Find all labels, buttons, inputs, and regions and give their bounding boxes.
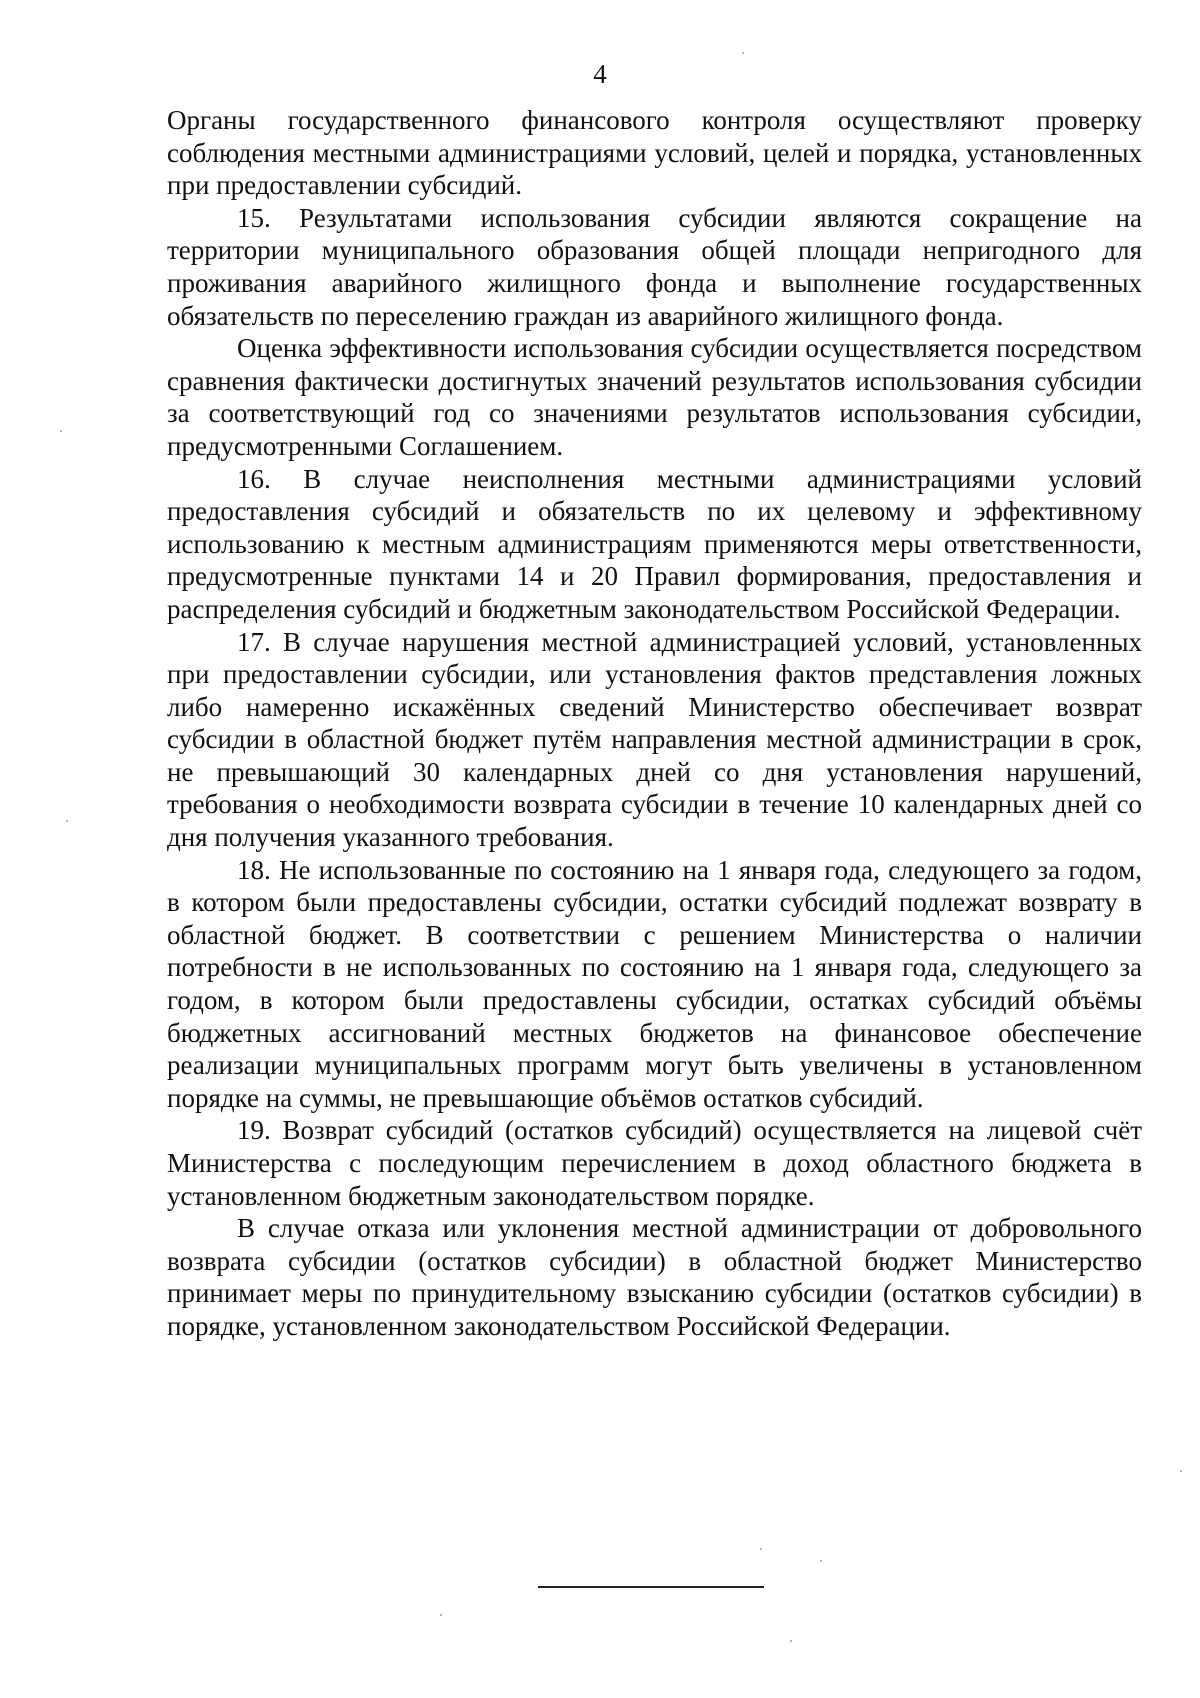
paragraph-18: 18. Не использованные по состоянию на 1 января года, следующего за годом, в котором были предоставлены субсидии, остатки субсидий подлежат возврату в областной бюджет. В соответствии с решением Министерства о наличии потребности в не использованных по состоянию на 1 января года, следующего за годом, в котором были предоставлены субсидии, остатках субсидий объёмы бюджетных ассигнований местных бюджетов на финансовое обеспечение реализации муниципальных программ могут быть увеличены в установленном порядке на суммы, не превышающие объёмов остатков субсидий. bbox=[167, 854, 1142, 1113]
scan-speck bbox=[440, 1614, 442, 1616]
paragraph-15-evaluation: Оценка эффективности использования субсидии осуществляется посредством сравнения фактически достигнутых значений результатов использования субсидии за соответствующий год со значениями результатов использования субсидии, предусмотренными Соглашением. bbox=[167, 333, 1142, 461]
scan-speck bbox=[60, 430, 62, 432]
paragraph-17: 17. В случае нарушения местной администрацией условий, установленных при предоставлении субсидии, или установления фактов представления ложных либо намеренно искажённых сведений Министерство обеспечивает возврат субсидии в областной бюджет путём направления местной администрации в срок, не превышающий 30 календарных дней со дня установления нарушений, требования о необходимости возврата субсидии в течение 10 календарных дней со дня получения указанного требования. bbox=[167, 626, 1142, 853]
end-of-document-rule bbox=[538, 1586, 764, 1588]
scan-speck bbox=[790, 1640, 792, 1642]
paragraph-19-refusal: В случае отказа или уклонения местной администрации от добровольного возврата субсидии (остатков субсидии) в областной бюджет Министерство принимает меры по принудительному взысканию субсидии (остатков субсидии) в порядке, установленном законодательством Российской Федерации. bbox=[167, 1213, 1142, 1341]
scan-speck bbox=[1180, 1470, 1182, 1472]
document-body bbox=[167, 104, 1142, 1343]
paragraph-16: 16. В случае неисполнения местными администрациями условий предоставления субсидий и обязательств по их целевому и эффективному использованию к местным администрациям применяются меры ответственности, предусмотренные пунктами 14 и 20 Правил формирования, предоставления и распределения субсидий и бюджетным законодательством Российской Федерации. bbox=[167, 463, 1142, 624]
scan-speck bbox=[760, 1548, 762, 1550]
paragraph-19: 19. Возврат субсидий (остатков субсидий) осуществляется на лицевой счёт Министерства с последующим перечислением в доход областного бюджета в установленном бюджетным законодательством порядке. bbox=[167, 1115, 1142, 1211]
scan-speck bbox=[742, 52, 744, 54]
scan-speck bbox=[66, 820, 68, 822]
page-number: 4 bbox=[593, 59, 607, 89]
paragraph-15: 15. Результатами использования субсидии являются сокращение на территории муниципального образования общей площади непригодного для проживания аварийного жилищного фонда и выполнение государственных обязательств по переселению граждан из аварийного жилищного фонда. bbox=[167, 202, 1142, 331]
paragraph-intro: Органы государственного финансового контроля осуществляют проверку соблюдения местными администрациями условий, целей и порядка, установленных при предоставлении субсидий. bbox=[167, 105, 1142, 201]
scan-speck bbox=[820, 1560, 822, 1562]
